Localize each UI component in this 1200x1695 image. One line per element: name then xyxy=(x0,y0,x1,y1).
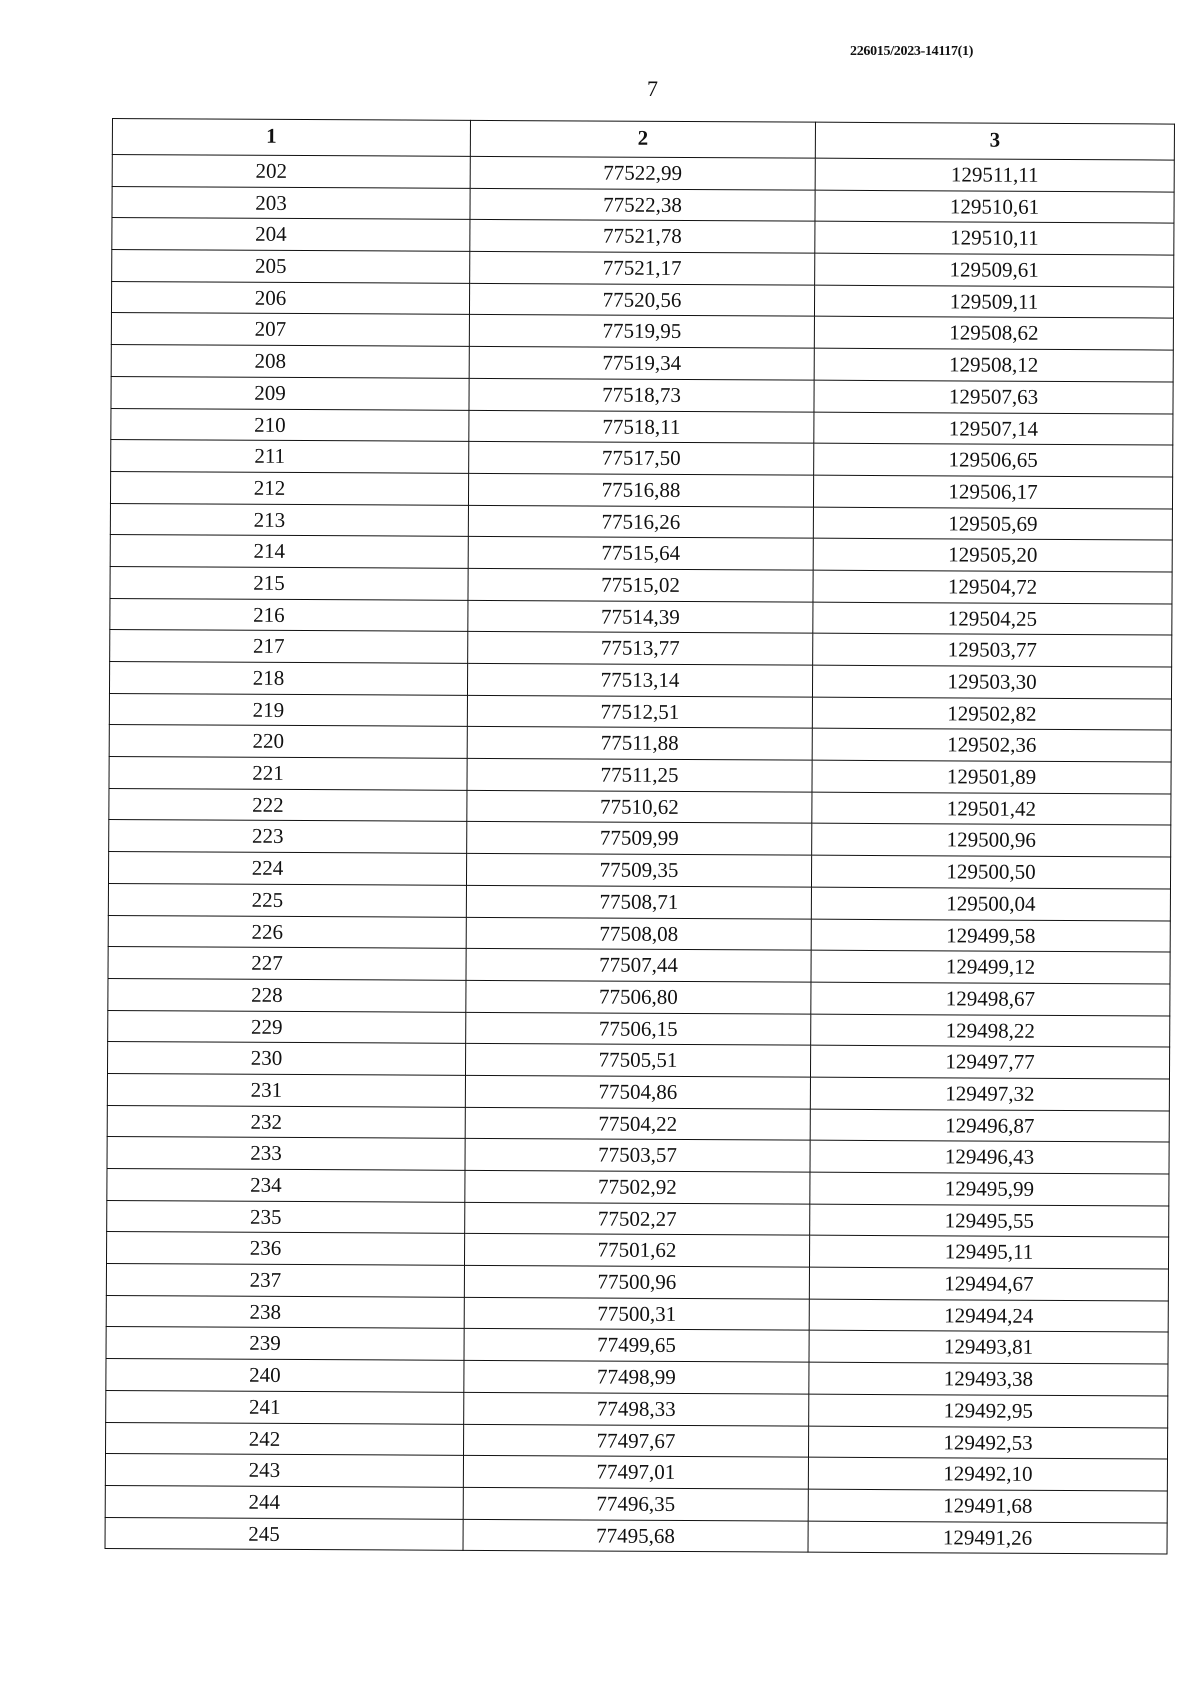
document-number: 226015/2023-14117(1) xyxy=(850,44,974,59)
cell-point-number: 217 xyxy=(110,630,468,664)
cell-point-number: 234 xyxy=(107,1168,465,1202)
column-header-x: 2 xyxy=(470,120,815,158)
cell-point-number: 219 xyxy=(109,693,467,727)
cell-x-coordinate: 77498,99 xyxy=(464,1360,809,1393)
cell-x-coordinate: 77500,96 xyxy=(464,1265,809,1298)
cell-y-coordinate: 129501,42 xyxy=(812,792,1171,826)
cell-point-number: 213 xyxy=(110,503,468,537)
cell-x-coordinate: 77497,01 xyxy=(463,1456,808,1489)
cell-y-coordinate: 129509,11 xyxy=(814,285,1173,319)
cell-x-coordinate: 77520,56 xyxy=(469,283,814,316)
cell-x-coordinate: 77521,78 xyxy=(470,220,815,253)
cell-x-coordinate: 77512,51 xyxy=(467,695,812,728)
cell-y-coordinate: 129507,63 xyxy=(814,380,1173,414)
table-body xyxy=(105,155,1174,1555)
cell-y-coordinate: 129498,67 xyxy=(811,982,1170,1016)
cell-y-coordinate: 129493,38 xyxy=(809,1362,1168,1396)
cell-x-coordinate: 77519,95 xyxy=(469,315,814,348)
cell-y-coordinate: 129492,95 xyxy=(809,1394,1168,1428)
cell-x-coordinate: 77517,50 xyxy=(469,442,814,475)
cell-y-coordinate: 129504,25 xyxy=(813,602,1172,636)
cell-y-coordinate: 129500,04 xyxy=(811,887,1170,921)
cell-x-coordinate: 77511,25 xyxy=(467,758,812,791)
cell-point-number: 231 xyxy=(107,1073,465,1107)
cell-x-coordinate: 77515,02 xyxy=(468,568,813,601)
cell-point-number: 245 xyxy=(105,1517,463,1551)
cell-x-coordinate: 77518,73 xyxy=(469,378,814,411)
cell-x-coordinate: 77499,65 xyxy=(464,1329,809,1362)
table-row xyxy=(105,1517,1167,1554)
cell-y-coordinate: 129506,65 xyxy=(814,443,1173,477)
cell-point-number: 230 xyxy=(107,1042,465,1076)
cell-point-number: 204 xyxy=(112,218,470,252)
cell-y-coordinate: 129498,22 xyxy=(811,1014,1170,1048)
cell-point-number: 205 xyxy=(112,250,470,284)
cell-point-number: 212 xyxy=(110,471,468,505)
cell-point-number: 216 xyxy=(110,598,468,632)
cell-y-coordinate: 129496,43 xyxy=(810,1140,1169,1174)
cell-point-number: 233 xyxy=(107,1137,465,1171)
cell-point-number: 209 xyxy=(111,376,469,410)
cell-y-coordinate: 129497,77 xyxy=(810,1045,1169,1079)
cell-point-number: 244 xyxy=(105,1485,463,1519)
cell-x-coordinate: 77505,51 xyxy=(465,1044,810,1077)
cell-y-coordinate: 129495,55 xyxy=(810,1204,1169,1238)
table-header-row xyxy=(112,119,1174,161)
cell-x-coordinate: 77501,62 xyxy=(464,1234,809,1267)
cell-x-coordinate: 77521,17 xyxy=(470,251,815,284)
cell-y-coordinate: 129509,61 xyxy=(815,253,1174,287)
cell-x-coordinate: 77511,88 xyxy=(467,727,812,760)
cell-x-coordinate: 77515,64 xyxy=(468,537,813,570)
cell-y-coordinate: 129499,58 xyxy=(811,919,1170,953)
cell-x-coordinate: 77508,08 xyxy=(466,917,811,950)
cell-point-number: 239 xyxy=(106,1327,464,1361)
cell-point-number: 242 xyxy=(106,1422,464,1456)
cell-point-number: 211 xyxy=(111,440,469,474)
cell-x-coordinate: 77513,14 xyxy=(467,663,812,696)
cell-point-number: 238 xyxy=(106,1295,464,1329)
cell-x-coordinate: 77500,31 xyxy=(464,1297,809,1330)
cell-x-coordinate: 77509,99 xyxy=(467,822,812,855)
page-number: 7 xyxy=(647,76,658,101)
cell-y-coordinate: 129508,12 xyxy=(814,348,1173,382)
cell-y-coordinate: 129510,61 xyxy=(815,190,1174,224)
column-header-y: 3 xyxy=(815,122,1174,160)
cell-y-coordinate: 129504,72 xyxy=(813,570,1172,604)
cell-x-coordinate: 77513,77 xyxy=(468,632,813,665)
cell-point-number: 227 xyxy=(108,947,466,981)
cell-y-coordinate: 129497,32 xyxy=(810,1077,1169,1111)
cell-y-coordinate: 129502,82 xyxy=(812,697,1171,731)
cell-x-coordinate: 77518,11 xyxy=(469,410,814,443)
cell-x-coordinate: 77509,35 xyxy=(466,853,811,886)
cell-point-number: 220 xyxy=(109,725,467,759)
cell-point-number: 224 xyxy=(108,852,466,886)
cell-point-number: 235 xyxy=(107,1200,465,1234)
cell-x-coordinate: 77508,71 xyxy=(466,885,811,918)
cell-x-coordinate: 77519,34 xyxy=(469,346,814,379)
cell-x-coordinate: 77498,33 xyxy=(464,1392,809,1425)
cell-point-number: 241 xyxy=(106,1390,464,1424)
cell-y-coordinate: 129492,10 xyxy=(808,1457,1167,1491)
cell-y-coordinate: 129492,53 xyxy=(808,1426,1167,1460)
cell-y-coordinate: 129502,36 xyxy=(812,729,1171,763)
cell-point-number: 222 xyxy=(109,788,467,822)
cell-x-coordinate: 77516,26 xyxy=(468,505,813,538)
cell-point-number: 215 xyxy=(110,566,468,600)
cell-point-number: 208 xyxy=(111,345,469,379)
cell-point-number: 207 xyxy=(111,313,469,347)
cell-y-coordinate: 129494,24 xyxy=(809,1299,1168,1333)
cell-point-number: 202 xyxy=(112,155,470,189)
cell-x-coordinate: 77497,67 xyxy=(464,1424,809,1457)
cell-point-number: 243 xyxy=(105,1454,463,1488)
cell-point-number: 223 xyxy=(109,820,467,854)
cell-y-coordinate: 129503,77 xyxy=(813,633,1172,667)
cell-y-coordinate: 129511,11 xyxy=(815,158,1174,192)
cell-x-coordinate: 77514,39 xyxy=(468,600,813,633)
cell-x-coordinate: 77496,35 xyxy=(463,1487,808,1520)
cell-point-number: 203 xyxy=(112,186,470,220)
cell-y-coordinate: 129503,30 xyxy=(812,665,1171,699)
cell-y-coordinate: 129496,87 xyxy=(810,1109,1169,1143)
cell-x-coordinate: 77522,38 xyxy=(470,188,815,221)
cell-y-coordinate: 129507,14 xyxy=(814,412,1173,446)
cell-y-coordinate: 129494,67 xyxy=(809,1267,1168,1301)
cell-point-number: 210 xyxy=(111,408,469,442)
column-header-point-number: 1 xyxy=(112,119,470,157)
cell-x-coordinate: 77506,80 xyxy=(466,980,811,1013)
cell-y-coordinate: 129500,50 xyxy=(811,855,1170,889)
cell-y-coordinate: 129500,96 xyxy=(812,824,1171,858)
cell-y-coordinate: 129505,69 xyxy=(813,507,1172,541)
cell-point-number: 232 xyxy=(107,1105,465,1139)
cell-x-coordinate: 77522,99 xyxy=(470,156,815,189)
cell-point-number: 229 xyxy=(108,1010,466,1044)
coordinates-table xyxy=(105,118,1175,1555)
cell-point-number: 218 xyxy=(109,661,467,695)
cell-y-coordinate: 129510,11 xyxy=(815,222,1174,256)
cell-y-coordinate: 129508,62 xyxy=(814,317,1173,351)
cell-x-coordinate: 77495,68 xyxy=(463,1519,808,1552)
cell-y-coordinate: 129506,17 xyxy=(813,475,1172,509)
cell-point-number: 214 xyxy=(110,535,468,569)
cell-y-coordinate: 129501,89 xyxy=(812,760,1171,794)
cell-x-coordinate: 77502,92 xyxy=(465,1170,810,1203)
cell-point-number: 206 xyxy=(111,281,469,315)
cell-x-coordinate: 77504,86 xyxy=(465,1075,810,1108)
cell-x-coordinate: 77503,57 xyxy=(465,1139,810,1172)
cell-x-coordinate: 77510,62 xyxy=(467,790,812,823)
cell-point-number: 225 xyxy=(108,883,466,917)
cell-point-number: 226 xyxy=(108,915,466,949)
cell-point-number: 240 xyxy=(106,1359,464,1393)
cell-x-coordinate: 77507,44 xyxy=(466,949,811,982)
cell-y-coordinate: 129491,68 xyxy=(808,1489,1167,1523)
cell-point-number: 221 xyxy=(109,757,467,791)
cell-x-coordinate: 77506,15 xyxy=(466,1012,811,1045)
cell-y-coordinate: 129495,99 xyxy=(810,1172,1169,1206)
cell-y-coordinate: 129491,26 xyxy=(808,1521,1167,1555)
cell-x-coordinate: 77502,27 xyxy=(465,1202,810,1235)
cell-y-coordinate: 129495,11 xyxy=(809,1236,1168,1270)
cell-point-number: 237 xyxy=(106,1264,464,1298)
cell-y-coordinate: 129493,81 xyxy=(809,1331,1168,1365)
cell-y-coordinate: 129505,20 xyxy=(813,538,1172,572)
cell-x-coordinate: 77504,22 xyxy=(465,1107,810,1140)
cell-y-coordinate: 129499,12 xyxy=(811,950,1170,984)
cell-x-coordinate: 77516,88 xyxy=(468,473,813,506)
cell-point-number: 236 xyxy=(107,1232,465,1266)
cell-point-number: 228 xyxy=(108,978,466,1012)
